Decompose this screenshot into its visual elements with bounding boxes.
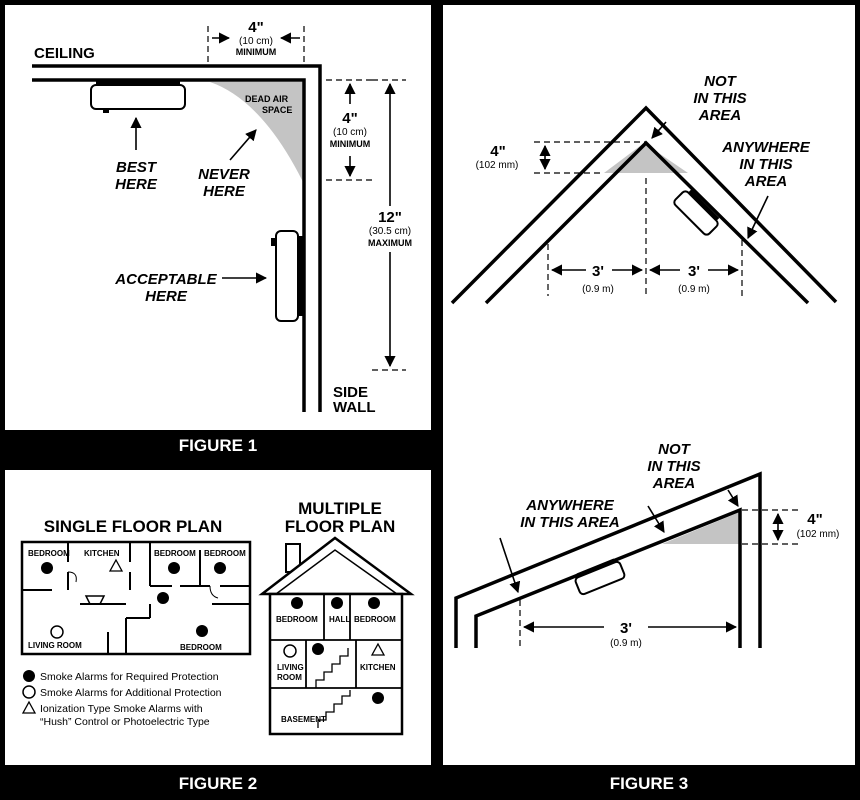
legend-required-icon [23,670,35,682]
ceiling-smoke-alarm [91,81,185,113]
top-dim-note: MINIMUM [235,47,277,57]
max-dim-metric: (30.5 cm) [368,226,412,237]
legend-ionization-text-2: “Hush” Control or Photoelectric Type [40,716,210,728]
left-3ft-dim: 3' [592,263,604,280]
never-here-label-1: NEVER [198,166,250,183]
top-dim-value: 4" [248,19,264,36]
top-4in-dim: 4" [490,143,506,160]
additional-alarm-marker [284,645,296,657]
required-alarm-marker [291,597,303,609]
never-here-label-2: HERE [203,183,245,200]
legend-ionization-text-1: Ionization Type Smoke Alarms with [40,703,203,715]
top-not-label-1: NOT [704,73,736,90]
required-alarm-marker [157,592,169,604]
room-label-hall: HALL [329,615,351,624]
best-here-label-2: HERE [115,176,157,193]
bottom-4in-metric: (102 mm) [796,529,840,540]
max-dim-value: 12" [378,209,402,226]
room-label-kitchen: KITCHEN [360,663,396,672]
room-label-living-1: LIVING [277,663,304,672]
room-label-living-2: ROOM [277,673,302,682]
figure-3-panel [443,5,855,765]
top-dim-metric: (10 cm) [239,36,273,47]
top-any-label-1: ANYWHERE [722,139,810,156]
legend-required-text: Smoke Alarms for Required Protection [40,671,219,683]
required-alarm-marker [372,692,384,704]
acceptable-here-label-2: HERE [145,288,187,305]
side-wall-label-1: SIDE [333,384,369,401]
best-here-label-1: BEST [115,159,157,176]
right-3ft-dim: 3' [688,263,700,280]
max-dim-note: MAXIMUM [368,238,412,248]
ceiling-label: CEILING [34,45,95,62]
required-alarm-marker [196,625,208,637]
multiple-floor-plan-title-1: MULTIPLE [298,499,382,518]
bottom-not-label-1: NOT [658,441,690,458]
wall-dim-metric: (10 cm) [333,127,367,138]
side-wall-label-2: WALL [333,399,376,416]
bottom-not-label-3: AREA [652,475,696,492]
multiple-floor-plan-title-2: FLOOR PLAN [284,517,396,536]
figure-3-caption: FIGURE 3 [609,774,689,793]
figure-1-panel [5,5,431,430]
wall-smoke-alarm [271,231,303,321]
legend-additional-icon [23,686,35,698]
bottom-3ft-dim: 3' [620,620,632,637]
bottom-any-label-2: IN THIS AREA [520,514,620,531]
single-floor-plan-title: SINGLE FLOOR PLAN [43,517,223,536]
room-label-bedroom: BEDROOM [154,549,196,558]
required-alarm-marker [41,562,53,574]
bottom-4in-dim: 4" [807,511,823,528]
legend-additional-text: Smoke Alarms for Additional Protection [40,687,222,699]
acceptable-here-label-1: ACCEPTABLE [115,271,217,288]
bottom-any-label-1: ANYWHERE [526,497,614,514]
required-alarm-marker [168,562,180,574]
room-label-bedroom: BEDROOM [180,643,222,652]
room-label-basement: BASEMENT [281,715,326,724]
room-label-bedroom: BEDROOM [204,549,246,558]
top-any-label-2: IN THIS [739,156,793,173]
required-alarm-marker [312,643,324,655]
figure-1-caption: FIGURE 1 [178,436,258,455]
top-not-label-2: IN THIS [693,90,747,107]
required-alarm-marker [331,597,343,609]
room-label-bedroom: BEDROOM [28,549,70,558]
required-alarm-marker [368,597,380,609]
wall-dim-value: 4" [342,110,358,127]
bottom-3ft-metric: (0.9 m) [610,638,642,649]
figure-2-caption: FIGURE 2 [178,774,258,793]
room-label-bedroom: BEDROOM [354,615,396,624]
room-label-kitchen: KITCHEN [84,549,120,558]
room-label-bedroom: BEDROOM [276,615,318,624]
top-not-label-3: AREA [698,107,742,124]
top-any-label-3: AREA [744,173,788,190]
right-3ft-metric: (0.9 m) [678,284,710,295]
wall-dim-note: MINIMUM [329,139,371,149]
bottom-not-label-2: IN THIS [647,458,701,475]
left-3ft-metric: (0.9 m) [582,284,614,295]
additional-alarm-marker [51,626,63,638]
required-alarm-marker [214,562,226,574]
room-label-living-room: LIVING ROOM [28,641,82,650]
dead-air-label-1: DEAD AIR [245,94,289,104]
dead-air-label-2: SPACE [262,105,293,115]
top-4in-metric: (102 mm) [475,160,519,171]
